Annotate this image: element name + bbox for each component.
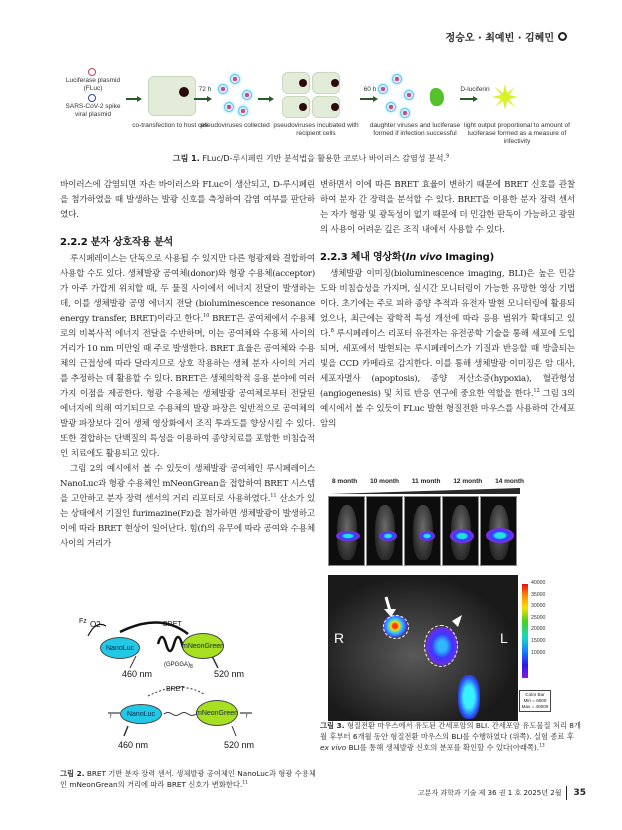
incubation-60h-label: 60 h [363,86,377,93]
force-label: f [110,714,112,720]
step3-label: pseudoviruses incubated with recipient cells [273,122,359,138]
color-bar-ticks [531,580,545,661]
page-footer [418,786,586,800]
paragraph-text: BRET은 공여체에서 수용체로의 비복사적 에너지 전달을 수반하며, 이는 공여체와 수용체 사이의 거리가 10 nm 미만일 때 주로 발생한다. BRET 효율은 공여체와 수용체의 근접성에 따라 달라지므로 상호 작용하는 생체 분자 사이의 거리를 추정하는 데 활용할 수 있다. BRET은 생체의학적 응용 분야에 여러 가지 이점을 제공한다. 형광 수용체는 생체발광 공여체로부터 전달된 에너지에 의해 여기되므로 수용체의 발광 파장은 일반적으로 공여체의 발광 파장보다 길어 생체 영상화에서 조직 투과도를 향상시킬 수 있다. 또한 결합하는 단백질의 특성을 이용하여 종양치료를 포함한 비침습적인 치료에도 활용되고 있다. [60,314,315,459]
mouse-image [442,496,479,566]
figure-3-caption-italic: ex vivo [320,743,347,752]
heading-text: 2.2.3 체내 영상화( [320,252,406,263]
force-label: f [246,714,248,720]
spike-plasmid-icon [88,94,96,102]
figure-3-caption-text: BLI를 통해 생체발광 신호의 분포를 확인할 수 있다(아래쪽). [346,743,540,752]
paragraph-text: 그림 3의 예시에서 볼 수 있듯이 FLuc 발현 형질전환 마우스를 사용하여 간세포암의 [320,389,575,429]
color-bar-tick: 35000 [531,591,546,598]
incubation-72h-label: 72 h [198,86,212,93]
recipient-cell-icon [282,96,310,118]
figure-1-caption-label: 그림 1. [172,154,200,163]
emission-arrow-icon [232,726,236,736]
color-bar-legend [519,690,551,712]
arrow-icon [360,98,374,100]
figure-2-caption-text: BRET 기반 분자 장력 센서. 생체발광 공여체인 NanoLuc과 형광 수용체인 mNeonGrean의 거리에 따라 BRET 신호가 변화한다. [60,769,316,789]
nanoluc-donor-stretched: NanoLuc [120,704,162,724]
arrow-icon [460,98,474,100]
d-luciferin-label: D-luciferin [460,86,490,93]
figure-2-caption-label: 그림 2. [60,769,85,778]
daughter-virus-icon [400,108,410,118]
figure-1-caption-ref: 9 [446,154,450,160]
step1-label: co-transfection to host cell [132,122,208,129]
step2-label: pseudoviruses collected [200,122,270,129]
emission-arrow-icon [130,656,136,668]
color-bar-tick: 20000 [531,626,546,633]
color-bar-min: Min = 6000 [523,698,547,703]
citation-ref: 11 [270,493,277,500]
acceptor-wavelength-label: 520 nm [214,669,245,679]
ex-vivo-bli-image [328,575,518,721]
emission-arrow-icon [212,656,218,668]
arrow-head-icon [384,609,396,617]
color-bar-tick: 15000 [531,637,546,644]
bli-signal [336,531,360,541]
paragraph [320,267,575,432]
color-bar-title: Color Bar [525,692,545,697]
arrow-icon [126,98,138,100]
fz-label: Fz [79,618,87,625]
pseudovirus-icon [242,90,252,100]
figure-3-caption [320,720,582,753]
fluc-plasmid-label: Luciferase plasmid (FLuc) [65,77,121,93]
author-line [446,29,567,44]
month-label: 14 month [495,478,524,485]
recipient-cell-icon [312,96,340,118]
month-label: 12 month [453,478,483,485]
step5-label: light output proportional to amount of luciferase formed as a measure of infectivity [464,122,570,146]
donor-wavelength-label: 460 nm [122,669,153,679]
recipient-cell-icon [312,72,340,94]
month-label: 8 month [332,478,358,485]
bret-label-stretched: BRET [166,686,185,693]
mouse-image [328,496,365,566]
mouse-image [366,496,403,566]
month-label: 11 month [411,478,441,485]
mouse-image-row [328,496,528,566]
figure-2-caption-ref: 11 [242,780,248,786]
color-bar-tick: 10000 [531,649,546,656]
arrowhead-icon [452,615,462,627]
bli-signal [450,529,474,543]
right-column [320,178,575,432]
section-heading-2-2-2: 2.2.2 분자 상호작용 분석 [60,237,173,248]
luciferase-plasmid-icon [88,68,96,76]
annotation-arrows [328,575,518,721]
bret-label: BRET [163,621,182,628]
right-side-label: R [334,630,345,646]
footer-divider [566,786,567,800]
mneongreen-acceptor: mNeonGreen [182,633,224,659]
authors-text: 정승오 · 최예빈 · 김혜민 [445,33,554,44]
mouse-image [480,496,517,566]
section-marker-icon [558,32,567,41]
pseudovirus-icon [238,106,248,116]
daughter-virus-icon [392,74,402,84]
page-number: 35 [573,788,586,798]
nucleus-icon [299,79,307,87]
acceptor-wavelength-label: 520 nm [224,740,255,750]
color-bar-tick: 25000 [531,614,546,621]
bli-signal [379,531,397,541]
color-bar [522,584,528,678]
figure-2-lines [60,610,320,760]
luciferase-protein-icon [430,88,444,106]
nucleus-icon [331,79,339,87]
linker-label [164,662,193,670]
bli-signal [419,531,435,541]
pseudovirus-icon [230,74,240,84]
bli-signal [486,528,514,543]
figure-1-caption [0,153,622,164]
linker-subscript: 8 [190,664,193,671]
citation-ref: 10 [203,313,210,320]
host-cell-icon [148,76,196,116]
journal-info: 고분자 과학과 기술 제 36 권 1 호 2025년 2월 [417,789,562,797]
pseudovirus-icon [224,102,234,112]
heading-italic: In vivo [405,252,442,263]
paragraph-text: 생체발광 이미징(bioluminescence imaging, BLI)은 높은 민감도와 비침습성을 가지며, 실시간 모니터링이 가능한 유망한 영상 기법이다. 초기에는 주로 피하 종양 추적과 유전자 발현 모니터링에 활용되었으나, 최근에는 광학적 특성 개선에 따라 응용 범위가 확대되고 있다. [320,269,575,339]
arrow-icon [386,597,390,611]
citation-ref: 8 [330,328,334,335]
nucleus-icon [331,103,339,111]
pseudovirus-icon [218,84,228,94]
arrow-icon [258,98,270,100]
arrow-icon [194,98,208,100]
emission-arrow-icon [124,726,128,736]
left-side-label: L [500,630,508,646]
nucleus-icon [299,103,307,111]
paragraph [60,462,315,552]
color-bar-tick: 30000 [531,603,546,610]
paragraph-text: 루시페레이스 리포터 유전자는 유전공학 기술을 통해 세포에 도입되며, 세포에서 발현되는 루시페레이스가 기질과 반응할 때 방출되는 빛을 CCD 카메라로 감지한다. 이를 통해 생체발광 이미징은 암 대사, 세포자멸사 (apoptosis), 종양 저산소증(hypoxia), 혈관형성(angiogenesis) 및 치료 반응 연구에 중요한 역할을 한다. [320,329,575,399]
month-labels [328,478,528,485]
paragraph: 바이러스에 감염되면 자손 바이러스와 FLuc이 생산되고, D-루시페린을 첨가하였을 때 발생하는 발광 신호를 측정하여 감염 여부를 판단하였다. [60,180,315,220]
o2-label: O2 [90,620,101,629]
paragraph: 변하면서 이에 따른 BRET 효율이 변하기 때문에 BRET 신호를 관찰하여 분자 간 장력을 분석할 수 있다. BRET을 이용한 분자 장력 센서는 자가 형광 및 광독성이 없기 때문에 더 민감한 판독이 가능하고 광원의 사용이 어려운 깊은 조직 내에서 사용할 수 있다. [320,180,575,235]
time-progression-wedge [330,488,520,494]
month-label: 10 month [370,478,400,485]
nanoluc-donor: NanoLuc [100,637,140,659]
mouse-image [404,496,441,566]
daughter-virus-icon [378,84,388,94]
heading-text: Imaging) [441,252,494,263]
paragraph-text: 그림 2의 예시에서 볼 수 있듯이 생체발광 공여체인 루시페레이스 NanoLuc과 형광 수용체인 mNeonGrean을 접합하여 BRET 시스템을 고안하고 분자 장력 센서의 거리 리포터로 사용하였다. [60,464,315,504]
figure-1-diagram [60,66,580,158]
daughter-virus-icon [404,90,414,100]
spike-plasmid-label: SARS-CoV-2 spike viral plasmid [65,103,121,119]
figure-3-caption-label: 그림 3. [320,721,345,730]
color-bar-tick: 40000 [531,580,546,586]
linker-text: (GPGGA) [164,662,191,668]
figure-3-caption-text: 형질전환 마우스에서 유도된 간세포암의 BLI. 간세포암 유도물질 처리 8개월 후부터 6개월 동안 형질전환 마우스의 BLI를 수행하였다 (위쪽). 실험 종료 후 [320,721,581,741]
donor-wavelength-label: 460 nm [118,740,149,750]
figure-2-caption [60,768,322,790]
section-heading-2-2-3 [320,250,575,265]
figure-1-caption-text: FLuc/D-루시페린 기반 분석법을 활용한 코로나 바이러스 감염성 분석. [199,154,446,163]
figure-2-diagram [60,610,320,780]
left-column [60,178,315,552]
figure-3-time-series [328,478,528,566]
paragraph [60,252,315,462]
color-bar-max: Max = 40000 [521,704,549,709]
step4-label: daughter viruses and luciferase formed if infection successful [369,122,461,138]
light-burst-icon [492,84,518,110]
recipient-cell-icon [282,72,310,94]
paragraph-text: 산소가 있는 상태에서 기질인 furimazine(Fz)을 첨가하면 생체발광이 발생하고 이에 따라 BRET 현상이 일어난다. 힘(f)의 유무에 따라 공여와 수용체 사이의 거리가 [60,494,315,549]
mneongreen-acceptor-stretched: mNeonGreen [196,700,238,726]
daughter-virus-icon [386,102,396,112]
stretched-linker-icon [164,713,196,716]
paragraph-text: 루시페레이스는 단독으로 사용될 수 있지만 다른 형광제와 결합하여 사용할 수도 있다. 생체발광 공여체(donor)와 형광 수용체(acceptor)가 아주 가깝게 위치할 때, 두 물질 사이에서 에너지 전달이 발생하는데, 이를 생체발광 공명 에너지 전달 (bioluminescence resonance energy transfer, BRET)이라고 한다. [60,254,315,324]
figure-3-caption-ref: 13 [539,743,545,749]
citation-ref: 12 [533,388,540,395]
